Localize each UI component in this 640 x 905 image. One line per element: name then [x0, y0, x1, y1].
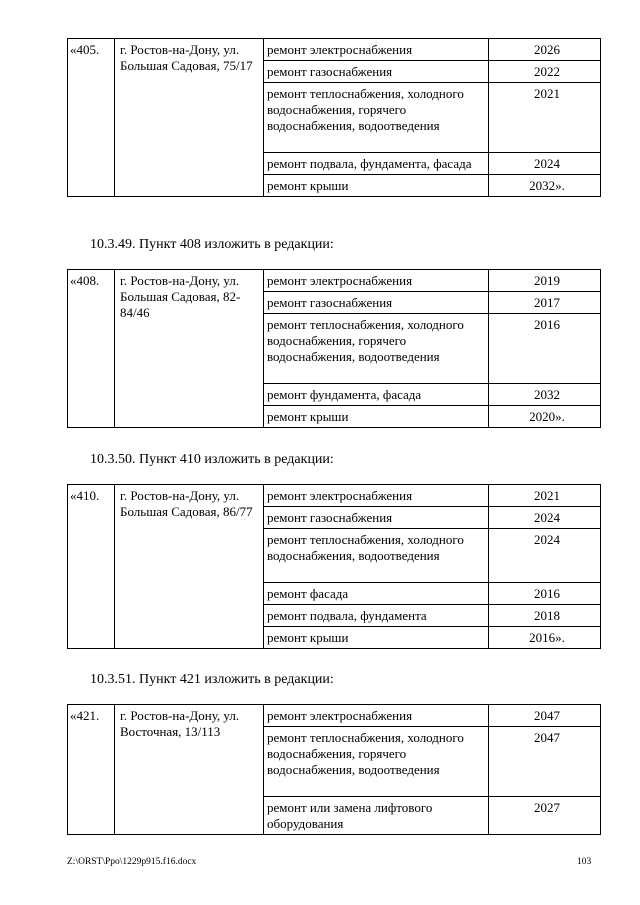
year-cell: 2018: [489, 605, 601, 627]
work-cell: ремонт теплоснабжения, холодного водоснабжения, горячего водоснабжения, водоотведения: [264, 727, 489, 797]
work-cell: ремонт крыши: [264, 627, 489, 649]
address-cell: г. Ростов-на-Дону, ул. Большая Садовая, 82-84/46: [115, 270, 264, 428]
work-cell: ремонт подвала, фундамента, фасада: [264, 153, 489, 175]
work-cell: ремонт электроснабжения: [264, 485, 489, 507]
table-row: [68, 705, 601, 727]
paragraph-10-3-51: 10.3.51. Пункт 421 изложить в редакции:: [90, 672, 334, 687]
table-row: [68, 485, 601, 507]
work-cell: ремонт фундамента, фасада: [264, 384, 489, 406]
address-cell: г. Ростов-на-Дону, ул. Большая Садовая, 75/17: [115, 39, 264, 197]
year-cell: 2024: [489, 529, 601, 583]
work-cell: ремонт подвала, фундамента: [264, 605, 489, 627]
table-item-410: [67, 484, 601, 649]
table-item-421: [67, 704, 601, 835]
address-cell: г. Ростов-на-Дону, ул. Восточная, 13/113: [115, 705, 264, 835]
table-item-408: [67, 269, 601, 428]
work-cell: ремонт электроснабжения: [264, 705, 489, 727]
address-cell: г. Ростов-на-Дону, ул. Большая Садовая, 86/77: [115, 485, 264, 649]
table-row: [68, 270, 601, 292]
footer-page-number: 103: [577, 857, 592, 867]
work-cell: ремонт теплоснабжения, холодного водоснабжения, водоотведения: [264, 529, 489, 583]
work-cell: ремонт крыши: [264, 406, 489, 428]
year-cell: 2024: [489, 507, 601, 529]
table-row: [68, 39, 601, 61]
work-cell: ремонт газоснабжения: [264, 292, 489, 314]
year-cell: 2032».: [489, 175, 601, 197]
work-cell: ремонт теплоснабжения, холодного водоснабжения, горячего водоснабжения, водоотведения: [264, 83, 489, 153]
work-cell: ремонт электроснабжения: [264, 270, 489, 292]
year-cell: 2019: [489, 270, 601, 292]
year-cell: 2017: [489, 292, 601, 314]
item-number: «408.: [68, 270, 115, 428]
year-cell: 2022: [489, 61, 601, 83]
work-cell: ремонт крыши: [264, 175, 489, 197]
work-cell: ремонт газоснабжения: [264, 61, 489, 83]
year-cell: 2021: [489, 485, 601, 507]
year-cell: 2024: [489, 153, 601, 175]
year-cell: 2020».: [489, 406, 601, 428]
year-cell: 2016».: [489, 627, 601, 649]
footer-file-path: Z:\ORST\Ppo\1229p915.f16.docx: [67, 857, 197, 867]
work-cell: ремонт электроснабжения: [264, 39, 489, 61]
work-cell: ремонт фасада: [264, 583, 489, 605]
item-number: «410.: [68, 485, 115, 649]
table-item-405: [67, 38, 601, 197]
year-cell: 2047: [489, 727, 601, 797]
year-cell: 2047: [489, 705, 601, 727]
item-number: «421.: [68, 705, 115, 835]
work-cell: ремонт газоснабжения: [264, 507, 489, 529]
paragraph-10-3-50: 10.3.50. Пункт 410 изложить в редакции:: [90, 452, 334, 467]
year-cell: 2016: [489, 314, 601, 384]
paragraph-10-3-49: 10.3.49. Пункт 408 изложить в редакции:: [90, 237, 334, 252]
item-number: «405.: [68, 39, 115, 197]
work-cell: ремонт или замена лифтового оборудования: [264, 797, 489, 835]
work-cell: ремонт теплоснабжения, холодного водоснабжения, горячего водоснабжения, водоотведения: [264, 314, 489, 384]
year-cell: 2027: [489, 797, 601, 835]
year-cell: 2021: [489, 83, 601, 153]
year-cell: 2016: [489, 583, 601, 605]
year-cell: 2026: [489, 39, 601, 61]
year-cell: 2032: [489, 384, 601, 406]
